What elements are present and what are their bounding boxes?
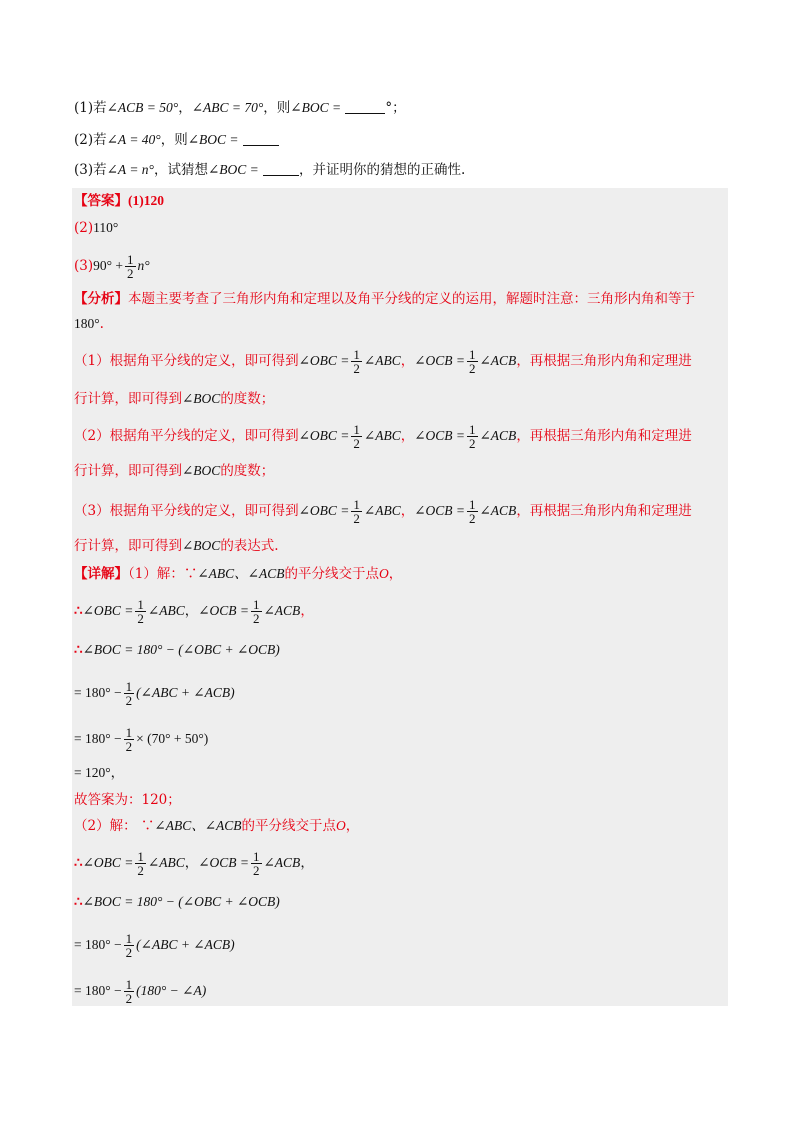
q1-then: ，则 (263, 100, 291, 116)
detail-part1-lead: （1）解：∵ (128, 566, 198, 582)
fraction-numerator: 1 (253, 597, 260, 612)
analysis-line-2 (74, 314, 104, 334)
half-fraction (135, 850, 146, 877)
detail-abc: ∠ABC (147, 855, 185, 870)
fraction-denominator: 2 (125, 693, 133, 708)
detail-boc-eq: ∠BOC = 180° − (∠OBC + ∠OCB) (82, 642, 280, 657)
answer-1: (1)120 (128, 193, 164, 208)
analysis-item-2-num: （2） (74, 428, 110, 444)
detail-point: O (336, 818, 346, 833)
answer-3-tail: n° (137, 258, 150, 273)
detail-sep: ， (184, 855, 199, 871)
half-fraction (124, 978, 135, 1005)
half-fraction (124, 680, 135, 707)
detail-line-5 (74, 726, 208, 753)
fraction-denominator: 2 (469, 361, 476, 376)
fraction-numerator: 1 (125, 679, 133, 694)
because-symbol: ∵ (140, 818, 155, 834)
analysis-item-1-ocb: ∠OCB = (414, 353, 465, 368)
q1-answer-blank (345, 99, 385, 114)
analysis-item-2-lead: 根据角平分线的定义，即可得到 (109, 428, 299, 444)
detail-line-8 (74, 816, 359, 836)
analysis-line-1 (74, 289, 695, 309)
q1-tail: °； (385, 100, 406, 116)
detail-boc-eq: ∠BOC = 180° − (∠OBC + ∠OCB) (82, 894, 280, 909)
fraction-denominator: 2 (137, 611, 144, 626)
half-fraction (467, 498, 478, 525)
detail-line-9 (74, 850, 314, 877)
fraction-numerator: 1 (469, 422, 476, 437)
q3-prefix: (3)若 (74, 162, 107, 178)
half-fraction (135, 598, 146, 625)
analysis-item-1-num: （1） (74, 353, 110, 369)
analysis-label: 【分析】 (74, 291, 128, 307)
answer-line-2 (74, 218, 118, 238)
therefore-symbol: ∴ (74, 855, 83, 871)
detail-step-lead: = 180° − (74, 685, 122, 700)
detail-line-1 (74, 564, 402, 584)
detail-given-expr: ∠ABC、∠ACB (197, 566, 285, 581)
analysis-item-2-sep: ， (400, 428, 415, 444)
solution-panel (72, 188, 728, 1006)
detail-comma: ， (345, 818, 360, 834)
therefore-symbol: ∴ (74, 642, 83, 658)
analysis-item-1-obc: ∠OBC = (298, 353, 350, 368)
half-fraction (124, 726, 135, 753)
detail-line-3 (74, 640, 280, 660)
fraction-denominator: 2 (253, 863, 260, 878)
fraction-denominator: 2 (469, 436, 476, 451)
half-fraction (351, 348, 362, 375)
detail-step5-tail: (180° − ∠A) (136, 983, 207, 998)
q1-sep: ， (178, 100, 192, 116)
detail-line-7 (74, 790, 181, 810)
half-fraction (251, 598, 262, 625)
analysis-item-2-abc: ∠ABC (363, 428, 401, 443)
detail-label: 【详解】 (74, 566, 128, 582)
detail-abc: ∠ABC (147, 603, 185, 618)
detail-line-10 (74, 892, 280, 912)
detail-comma: ， (388, 566, 403, 582)
analysis-item-2-boc: ∠BOC (182, 463, 221, 478)
analysis-item-3-acb: ∠ACB (479, 503, 517, 518)
question-3 (74, 160, 465, 180)
detail-obc-eq: ∠OBC = (82, 855, 134, 870)
detail-step-lead: = 180° − (74, 731, 122, 746)
analysis-text: 本题主要考查了三角形内角和定理以及角平分线的定义的运用，解题时注意：三角形内角和等于 (128, 291, 695, 307)
analysis-item-3-boc: ∠BOC (182, 538, 221, 553)
fraction-numerator: 1 (137, 849, 144, 864)
detail-given-text: 的平分线交于点 (284, 566, 379, 582)
detail-line-12 (74, 978, 206, 1005)
analysis-180: 180° (74, 316, 100, 331)
fraction-numerator: 1 (469, 347, 476, 362)
detail-comma: ， (300, 603, 314, 619)
q2-expr-a: ∠A = 40° (106, 132, 161, 147)
therefore-symbol: ∴ (74, 894, 83, 910)
analysis-item-3-sep: ， (400, 503, 415, 519)
q3-expr-a: ∠A = n° (106, 162, 154, 177)
analysis-item-1-cont (74, 389, 274, 409)
detail-given-text: 的平分线交于点 (241, 818, 337, 834)
half-fraction (467, 423, 478, 450)
detail-step2-tail: (∠ABC + ∠ACB) (136, 685, 235, 700)
answer-3-lead: 90° + (93, 258, 124, 273)
q3-answer-blank (263, 161, 299, 176)
q3-tail: ，并证明你的猜想的正确性. (299, 162, 466, 178)
q1-expr-abc: ∠ABC = 70° (191, 100, 264, 115)
q3-expr-boc: ∠BOC = (207, 162, 259, 177)
half-fraction (351, 423, 362, 450)
detail-ocb-eq: ∠OCB = (198, 603, 249, 618)
answer-line-1 (74, 191, 164, 211)
analysis-item-2-cont-lead: 行计算，即可得到 (74, 463, 182, 479)
analysis-item-1-cont-lead: 行计算，即可得到 (74, 391, 182, 407)
analysis-item-2-acb: ∠ACB (479, 428, 517, 443)
answer-3-prefix: (3) (74, 258, 94, 274)
fraction-numerator: 1 (253, 849, 260, 864)
analysis-item-1-acb: ∠ACB (479, 353, 517, 368)
fraction-denominator: 2 (253, 611, 260, 626)
answer-line-3 (74, 253, 150, 280)
fraction-numerator: 1 (125, 931, 133, 946)
analysis-item-3-cont (74, 536, 279, 556)
analysis-item-2-mid: ，再根据三角形内角和定理进 (516, 428, 692, 444)
q2-prefix: (2)若 (74, 132, 107, 148)
analysis-item-1-boc: ∠BOC (182, 391, 221, 406)
fraction-numerator: 1 (469, 497, 476, 512)
detail-acb: ∠ACB (263, 855, 301, 870)
analysis-item-3-num: （3） (74, 503, 110, 519)
detail-conclusion: 故答案为：120； (74, 792, 181, 808)
detail-point: O (378, 566, 389, 581)
half-fraction (124, 932, 135, 959)
q3-guess: ，试猜想 (153, 162, 208, 178)
analysis-item-2-obc: ∠OBC = (298, 428, 350, 443)
q2-expr-boc: ∠BOC = (187, 132, 239, 147)
detail-ocb-eq: ∠OCB = (198, 855, 249, 870)
analysis-period: . (99, 316, 104, 332)
analysis-item-1-lead: 根据角平分线的定义，即可得到 (109, 353, 299, 369)
analysis-item-1 (74, 348, 692, 375)
fraction-numerator: 1 (127, 252, 134, 267)
detail-line-6 (74, 763, 124, 783)
fraction-denominator: 2 (353, 511, 360, 526)
analysis-item-1-sep: ， (400, 353, 415, 369)
detail-sep: ， (184, 603, 199, 619)
half-fraction (351, 498, 362, 525)
analysis-item-3-obc: ∠OBC = (298, 503, 350, 518)
detail-acb: ∠ACB (263, 603, 301, 618)
detail-step-lead: = 180° − (74, 983, 122, 998)
question-2 (74, 130, 279, 150)
q2-then: ，则 (160, 132, 188, 148)
analysis-item-3 (74, 498, 692, 525)
fraction-numerator: 1 (125, 725, 133, 740)
analysis-item-3-abc: ∠ABC (363, 503, 401, 518)
detail-line-4 (74, 680, 235, 707)
q1-expr-boc: ∠BOC = (290, 100, 342, 115)
fraction-denominator: 2 (125, 739, 133, 754)
detail-line-2 (74, 598, 314, 625)
detail-step3-tail: × (70° + 50°) (136, 731, 209, 746)
half-fraction (467, 348, 478, 375)
analysis-item-3-mid: ，再根据三角形内角和定理进 (516, 503, 692, 519)
fraction-denominator: 2 (469, 511, 476, 526)
detail-given-expr: ∠ABC、∠ACB (154, 818, 242, 833)
fraction-numerator: 1 (353, 347, 360, 362)
fraction-numerator: 1 (353, 422, 360, 437)
fraction-numerator: 1 (353, 497, 360, 512)
detail-part2-lead: （2）解： (74, 818, 137, 834)
detail-step-lead: = 180° − (74, 937, 122, 952)
analysis-item-1-end: 的度数； (220, 391, 275, 407)
answer-2: 110° (93, 220, 119, 235)
fraction-denominator: 2 (353, 436, 360, 451)
fraction-numerator: 1 (125, 977, 133, 992)
therefore-symbol: ∴ (74, 603, 83, 619)
detail-step4: = 120°， (74, 765, 125, 780)
fraction-denominator: 2 (127, 266, 134, 281)
fraction-denominator: 2 (125, 945, 133, 960)
analysis-item-3-cont-lead: 行计算，即可得到 (74, 538, 182, 554)
answer-2-prefix: (2) (74, 220, 94, 236)
detail-line-11 (74, 932, 235, 959)
detail-comma: ， (300, 855, 314, 871)
analysis-item-2-end: 的度数； (220, 463, 275, 479)
detail-step2-tail: (∠ABC + ∠ACB) (136, 937, 235, 952)
detail-obc-eq: ∠OBC = (82, 603, 134, 618)
fraction-numerator: 1 (137, 597, 144, 612)
analysis-item-3-lead: 根据角平分线的定义，即可得到 (109, 503, 299, 519)
analysis-item-1-abc: ∠ABC (363, 353, 401, 368)
analysis-item-2 (74, 423, 692, 450)
analysis-item-1-mid: ，再根据三角形内角和定理进 (516, 353, 692, 369)
q2-answer-blank (243, 131, 279, 146)
answer-label: 【答案】 (74, 193, 128, 209)
answer-3-fraction (125, 253, 136, 280)
analysis-item-2-ocb: ∠OCB = (414, 428, 465, 443)
fraction-denominator: 2 (353, 361, 360, 376)
fraction-denominator: 2 (125, 991, 133, 1006)
q1-prefix: (1)若 (74, 100, 107, 116)
analysis-item-2-cont (74, 461, 274, 481)
analysis-item-3-end: 的表达式. (220, 538, 279, 554)
fraction-denominator: 2 (137, 863, 144, 878)
question-1 (74, 98, 406, 118)
analysis-item-3-ocb: ∠OCB = (414, 503, 465, 518)
q1-expr-acb: ∠ACB = 50° (106, 100, 179, 115)
half-fraction (251, 850, 262, 877)
